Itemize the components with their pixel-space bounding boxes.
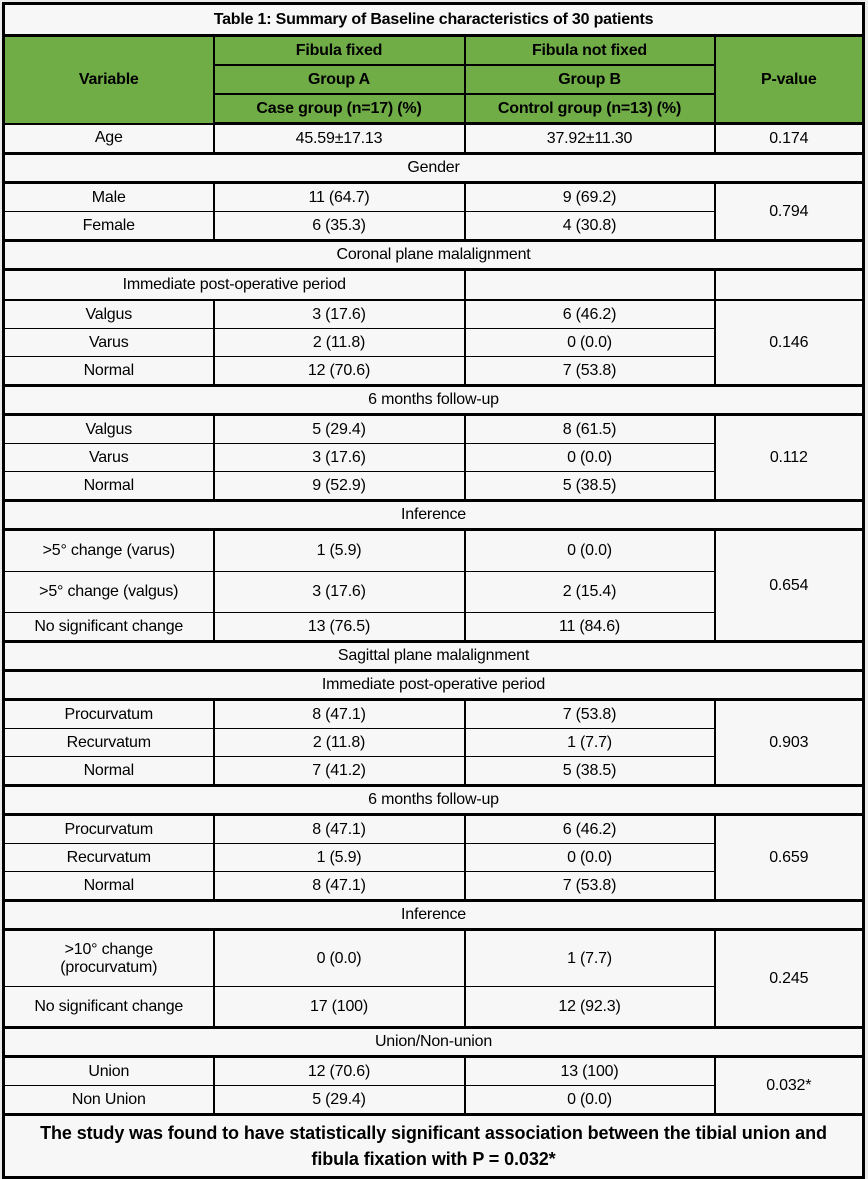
group-b-value: 11 (84.6): [465, 613, 715, 642]
group-a-value: 11 (64.7): [214, 183, 465, 212]
p-value-cell: 0.112: [715, 415, 864, 501]
group-a-value: 13 (76.5): [214, 613, 465, 642]
row-label: Valgus: [4, 300, 214, 329]
row-label: Varus: [4, 329, 214, 357]
row-age: [4, 124, 864, 154]
group-a-value: 0 (0.0): [214, 930, 465, 987]
header-control-group: Control group (n=13) (%): [465, 94, 715, 124]
subsection-header: 6 months follow-up: [4, 386, 864, 415]
group-b-value: 0 (0.0): [465, 1086, 715, 1115]
row-label: Normal: [4, 757, 214, 786]
row-change-procurvatum: [4, 930, 864, 987]
group-b-value: 5 (38.5): [465, 472, 715, 501]
group-b-value: 8 (61.5): [465, 415, 715, 444]
group-b-value: 0 (0.0): [465, 329, 715, 357]
group-b-value: 0 (0.0): [465, 530, 715, 572]
group-a-value: 9 (52.9): [214, 472, 465, 501]
row-label: Male: [4, 183, 214, 212]
subsection-header: Inference: [4, 901, 864, 930]
header-variable: Variable: [4, 36, 214, 124]
header-group-b: Group B: [465, 65, 715, 94]
group-a-value: 2 (11.8): [214, 729, 465, 757]
row-procurvatum: [4, 700, 864, 729]
row-label: >10° change (procurvatum): [4, 930, 214, 987]
section-union: [4, 1028, 864, 1057]
header-p-value: P-value: [715, 36, 864, 124]
row-label: Valgus: [4, 415, 214, 444]
row-label: Varus: [4, 444, 214, 472]
group-a-value: 3 (17.6): [214, 572, 465, 613]
footnote-text: The study was found to have statistically significant association between the tibial union and fibula fixation with P = 0.032*: [40, 1123, 827, 1170]
p-value-cell: 0.146: [715, 300, 864, 386]
row-label: Recurvatum: [4, 729, 214, 757]
empty-cell: [465, 270, 715, 301]
row-label: Non Union: [4, 1086, 214, 1115]
section-sagittal: [4, 642, 864, 671]
section-header: Sagittal plane malalignment: [4, 642, 864, 671]
row-valgus: [4, 415, 864, 444]
p-value-cell: 0.659: [715, 815, 864, 901]
section-gender: [4, 154, 864, 183]
empty-cell: [715, 270, 864, 301]
group-a-value: 1 (5.9): [214, 844, 465, 872]
group-b-value: 6 (46.2): [465, 815, 715, 844]
p-value-cell: 0.794: [715, 183, 864, 241]
header-row-1: [4, 36, 864, 66]
group-b-value: 12 (92.3): [465, 987, 715, 1028]
subsection-header: 6 months follow-up: [4, 786, 864, 815]
group-b-value: 5 (38.5): [465, 757, 715, 786]
group-a-value: 8 (47.1): [214, 872, 465, 901]
group-b-value: 1 (7.7): [465, 729, 715, 757]
group-a-value: 3 (17.6): [214, 300, 465, 329]
p-value-cell: 0.032*: [715, 1057, 864, 1115]
table-title: Table 1: Summary of Baseline characteristics of 30 patients: [4, 4, 864, 36]
row-label: >5° change (valgus): [4, 572, 214, 613]
section-header: Union/Non-union: [4, 1028, 864, 1057]
row-label: No significant change: [4, 613, 214, 642]
group-a-value: 2 (11.8): [214, 329, 465, 357]
row-label: Age: [4, 124, 214, 154]
footnote: [4, 1115, 864, 1178]
row-label: Recurvatum: [4, 844, 214, 872]
subsection-sagittal-immediate: [4, 671, 864, 700]
group-a-value: 6 (35.3): [214, 212, 465, 241]
row-label: Female: [4, 212, 214, 241]
group-a-value: 1 (5.9): [214, 530, 465, 572]
group-b-value: 37.92±11.30: [465, 124, 715, 154]
subsection-sagittal-followup: [4, 786, 864, 815]
group-a-value: 17 (100): [214, 987, 465, 1028]
row-change-varus: [4, 530, 864, 572]
group-b-value: 0 (0.0): [465, 444, 715, 472]
header-fibula-not-fixed: Fibula not fixed: [465, 36, 715, 66]
group-b-value: 13 (100): [465, 1057, 715, 1086]
section-coronal: [4, 241, 864, 270]
group-b-value: 4 (30.8): [465, 212, 715, 241]
row-label: Union: [4, 1057, 214, 1086]
group-a-value: 3 (17.6): [214, 444, 465, 472]
subsection-header: Immediate post-operative period: [4, 270, 465, 301]
row-label: Procurvatum: [4, 815, 214, 844]
subsection-header: Inference: [4, 501, 864, 530]
p-value-cell: 0.174: [715, 124, 864, 154]
section-header: Gender: [4, 154, 864, 183]
baseline-characteristics-table: [2, 2, 865, 1179]
row-label: No significant change: [4, 987, 214, 1028]
group-b-value: 0 (0.0): [465, 844, 715, 872]
row-label: Normal: [4, 472, 214, 501]
group-a-value: 45.59±17.13: [214, 124, 465, 154]
header-fibula-fixed: Fibula fixed: [214, 36, 465, 66]
row-valgus: [4, 300, 864, 329]
table-title-row: [4, 4, 864, 36]
subsection-header: Immediate post-operative period: [4, 671, 864, 700]
group-a-value: 8 (47.1): [214, 700, 465, 729]
group-a-value: 12 (70.6): [214, 357, 465, 386]
group-a-value: 12 (70.6): [214, 1057, 465, 1086]
p-value-cell: 0.654: [715, 530, 864, 642]
p-value-cell: 0.245: [715, 930, 864, 1028]
group-b-value: 7 (53.8): [465, 357, 715, 386]
subsection-coronal-followup: [4, 386, 864, 415]
group-b-value: 9 (69.2): [465, 183, 715, 212]
group-a-value: 7 (41.2): [214, 757, 465, 786]
subsection-sagittal-inference: [4, 901, 864, 930]
group-a-value: 8 (47.1): [214, 815, 465, 844]
subsection-coronal-immediate: [4, 270, 864, 301]
header-case-group: Case group (n=17) (%): [214, 94, 465, 124]
row-label: Procurvatum: [4, 700, 214, 729]
row-male: [4, 183, 864, 212]
group-b-value: 7 (53.8): [465, 700, 715, 729]
row-label: >5° change (varus): [4, 530, 214, 572]
row-label: Normal: [4, 872, 214, 901]
row-procurvatum: [4, 815, 864, 844]
group-a-value: 5 (29.4): [214, 1086, 465, 1115]
p-value-cell: 0.903: [715, 700, 864, 786]
group-b-value: 2 (15.4): [465, 572, 715, 613]
footnote-row: [4, 1115, 864, 1178]
group-a-value: 5 (29.4): [214, 415, 465, 444]
group-b-value: 6 (46.2): [465, 300, 715, 329]
subsection-coronal-inference: [4, 501, 864, 530]
group-b-value: 1 (7.7): [465, 930, 715, 987]
row-label: Normal: [4, 357, 214, 386]
section-header: Coronal plane malalignment: [4, 241, 864, 270]
row-union: [4, 1057, 864, 1086]
header-group-a: Group A: [214, 65, 465, 94]
group-b-value: 7 (53.8): [465, 872, 715, 901]
